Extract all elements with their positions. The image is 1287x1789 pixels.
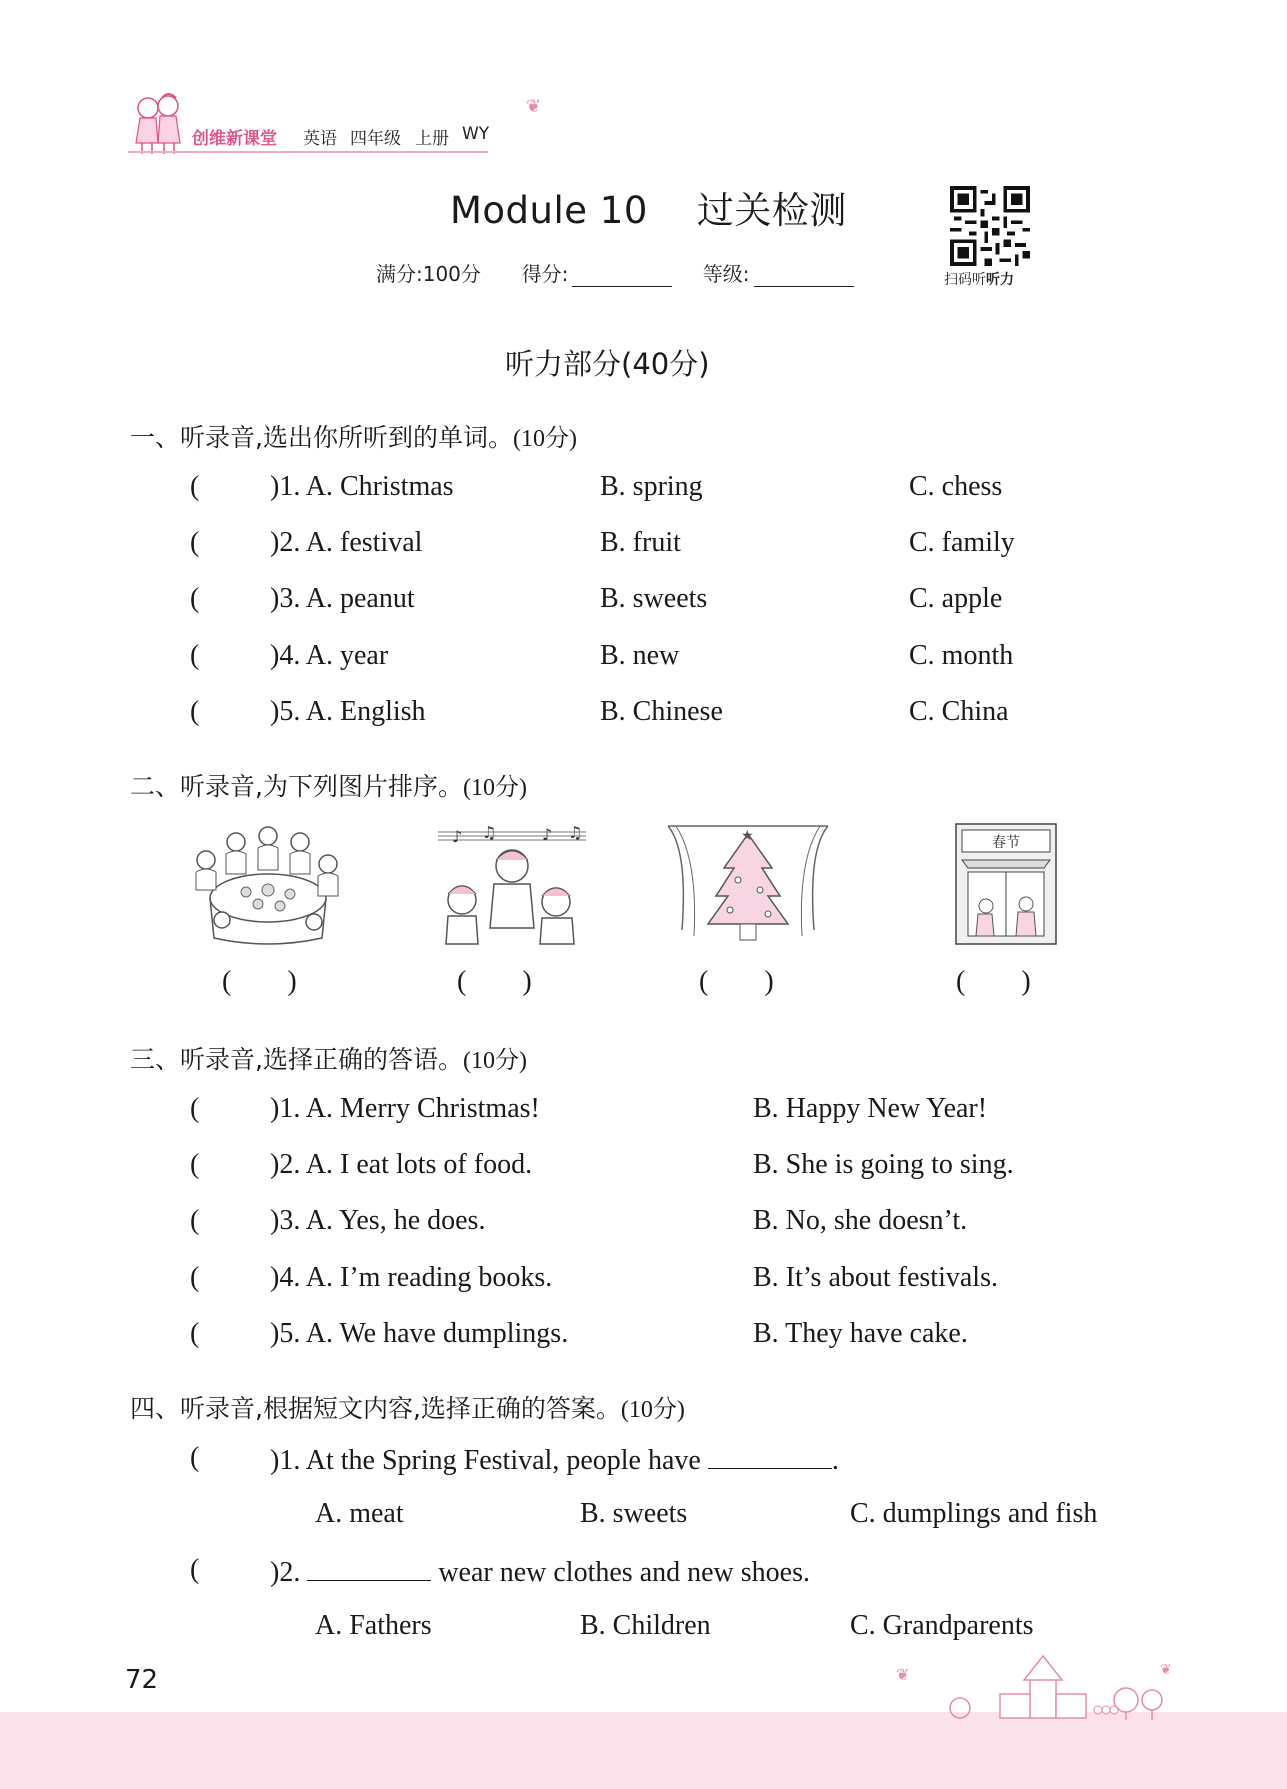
- part1-heading-text: 一、听录音,选出你所听到的单词。: [130, 423, 513, 452]
- option-c: C. China: [909, 696, 1009, 727]
- full-score-label: 满分:100分: [376, 262, 481, 286]
- answer-paren-open[interactable]: (: [190, 1554, 200, 1585]
- christmas-tree-picture: [668, 820, 828, 948]
- option-a: )5. A. We have dumplings.: [270, 1318, 569, 1349]
- svg-text:❦: ❦: [896, 1665, 910, 1684]
- part3-heading: [130, 1040, 527, 1076]
- part1-question-2: [190, 527, 1190, 567]
- option-b: B. Happy New Year!: [753, 1093, 988, 1124]
- part3-question-4: [190, 1262, 1190, 1302]
- page-title: Module 10 过关检测: [450, 189, 847, 232]
- fill-in-blank[interactable]: [708, 1442, 832, 1469]
- option-b: B. No, she doesn’t.: [753, 1205, 968, 1236]
- option-a: )1. A. Christmas: [270, 471, 454, 502]
- part1-heading: [130, 418, 577, 454]
- option-a: A. Fathers: [315, 1610, 432, 1641]
- svg-text:★: ★: [741, 828, 754, 844]
- spring-festival-shop-picture: [928, 820, 1088, 948]
- part4-question-1-options: [190, 1498, 1190, 1538]
- part1-question-5: [190, 696, 1190, 736]
- part3-question-3: [190, 1205, 1190, 1245]
- part2-heading: [130, 767, 527, 803]
- answer-paren-open[interactable]: (: [190, 1262, 200, 1293]
- brand-name: 创维新课堂: [192, 129, 277, 149]
- page-number: 72: [125, 1665, 159, 1695]
- picture-4-answer[interactable]: ( ): [956, 966, 1031, 997]
- part1-points: (10分): [512, 426, 577, 452]
- footer-band: [0, 1712, 1287, 1789]
- part4-question-2: [190, 1554, 1190, 1594]
- option-c: C. apple: [909, 583, 1003, 614]
- option-a: )2. A. I eat lots of food.: [270, 1149, 533, 1180]
- castle-decoration-icon: [890, 1650, 1180, 1720]
- option-c: C. Grandparents: [850, 1610, 1034, 1641]
- header-divider: [128, 151, 488, 153]
- option-b: B. spring: [600, 471, 703, 502]
- book-edition: WY: [462, 124, 490, 144]
- option-b: B. She is going to sing.: [753, 1149, 1014, 1180]
- qr-caption: [944, 269, 1014, 289]
- part1-question-1: [190, 471, 1190, 511]
- answer-paren-open[interactable]: (: [190, 471, 200, 502]
- option-b: B. fruit: [600, 527, 681, 558]
- answer-paren-open[interactable]: (: [190, 1442, 200, 1473]
- option-c: C. dumplings and fish: [850, 1498, 1098, 1529]
- book-grade: 四年级: [350, 129, 401, 149]
- option-a: )1. A. Merry Christmas!: [270, 1093, 540, 1124]
- part4-question-2-options: [190, 1610, 1190, 1650]
- svg-text:♪: ♪: [452, 827, 463, 846]
- shop-sign-text: 春节: [992, 835, 1020, 851]
- part3-points: (10分): [462, 1048, 527, 1074]
- qr-caption-prefix: 扫码听: [944, 272, 986, 288]
- question-stem-end: .: [831, 1445, 839, 1476]
- option-a: )4. A. year: [270, 640, 389, 671]
- part4-heading: [130, 1389, 685, 1425]
- answer-paren-open[interactable]: (: [190, 640, 200, 671]
- svg-text:♪: ♪: [542, 825, 553, 844]
- part4-question-1: [190, 1442, 1190, 1482]
- option-b: B. sweets: [580, 1498, 688, 1529]
- question-stem: )1. At the Spring Festival, people have: [270, 1445, 708, 1476]
- score-line: [376, 258, 878, 287]
- fill-in-blank[interactable]: [307, 1554, 431, 1581]
- option-a: )4. A. I’m reading books.: [270, 1262, 553, 1293]
- option-b: B. Children: [580, 1610, 711, 1641]
- level-label: 等级:: [702, 262, 750, 286]
- butterfly-icon: ❦: [526, 96, 542, 117]
- picture-3-answer[interactable]: ( ): [699, 966, 774, 997]
- option-c: C. chess: [909, 471, 1003, 502]
- part4-heading-text: 四、听录音,根据短文内容,选择正确的答案。: [130, 1394, 621, 1423]
- part3-question-2: [190, 1149, 1190, 1189]
- answer-paren-open[interactable]: (: [190, 527, 200, 558]
- option-a: )3. A. peanut: [270, 583, 415, 614]
- answer-paren-open[interactable]: (: [190, 1149, 200, 1180]
- brand-logo-children-icon: [128, 88, 190, 156]
- qr-caption-bold: 听力: [986, 272, 1014, 288]
- svg-text:♫: ♫: [482, 823, 497, 842]
- option-b: B. Chinese: [600, 696, 723, 727]
- option-a: )5. A. English: [270, 696, 426, 727]
- score-label: 得分:: [521, 262, 569, 286]
- option-a: )2. A. festival: [270, 527, 423, 558]
- book-subject: 英语: [303, 129, 337, 149]
- svg-text:♫: ♫: [568, 823, 583, 842]
- option-b: B. new: [600, 640, 680, 671]
- option-b: B. It’s about festivals.: [753, 1262, 998, 1293]
- picture-2-answer[interactable]: ( ): [457, 966, 532, 997]
- answer-paren-open[interactable]: (: [190, 1093, 200, 1124]
- svg-text:❦: ❦: [1160, 1662, 1172, 1678]
- children-singing-picture: [432, 820, 592, 948]
- listening-section-heading: 听力部分(40分): [505, 347, 710, 381]
- question-stem-start: )2.: [270, 1557, 308, 1588]
- family-dinner-picture: [186, 820, 346, 948]
- option-c: C. family: [909, 527, 1015, 558]
- part3-question-5: [190, 1318, 1190, 1358]
- option-b: B. sweets: [600, 583, 708, 614]
- part4-points: (10分): [620, 1397, 685, 1423]
- option-a: A. meat: [315, 1498, 404, 1529]
- score-blank[interactable]: [572, 266, 672, 287]
- book-volume: 上册: [415, 129, 449, 149]
- part1-question-4: [190, 640, 1190, 680]
- picture-1-answer[interactable]: ( ): [222, 966, 297, 997]
- answer-paren-open[interactable]: (: [190, 583, 200, 614]
- part2-heading-text: 二、听录音,为下列图片排序。: [130, 772, 463, 801]
- part1-question-3: [190, 583, 1190, 623]
- question-stem-end: wear new clothes and new shoes.: [431, 1557, 810, 1588]
- part2-points: (10分): [462, 775, 527, 801]
- qr-code-icon[interactable]: [950, 186, 1030, 266]
- option-c: C. month: [909, 640, 1014, 671]
- answer-paren-open[interactable]: (: [190, 696, 200, 727]
- answer-paren-open[interactable]: (: [190, 1318, 200, 1349]
- answer-paren-open[interactable]: (: [190, 1205, 200, 1236]
- option-b: B. They have cake.: [753, 1318, 968, 1349]
- part3-question-1: [190, 1093, 1190, 1133]
- option-a: )3. A. Yes, he does.: [270, 1205, 486, 1236]
- level-blank[interactable]: [754, 266, 854, 287]
- part3-heading-text: 三、听录音,选择正确的答语。: [130, 1045, 463, 1074]
